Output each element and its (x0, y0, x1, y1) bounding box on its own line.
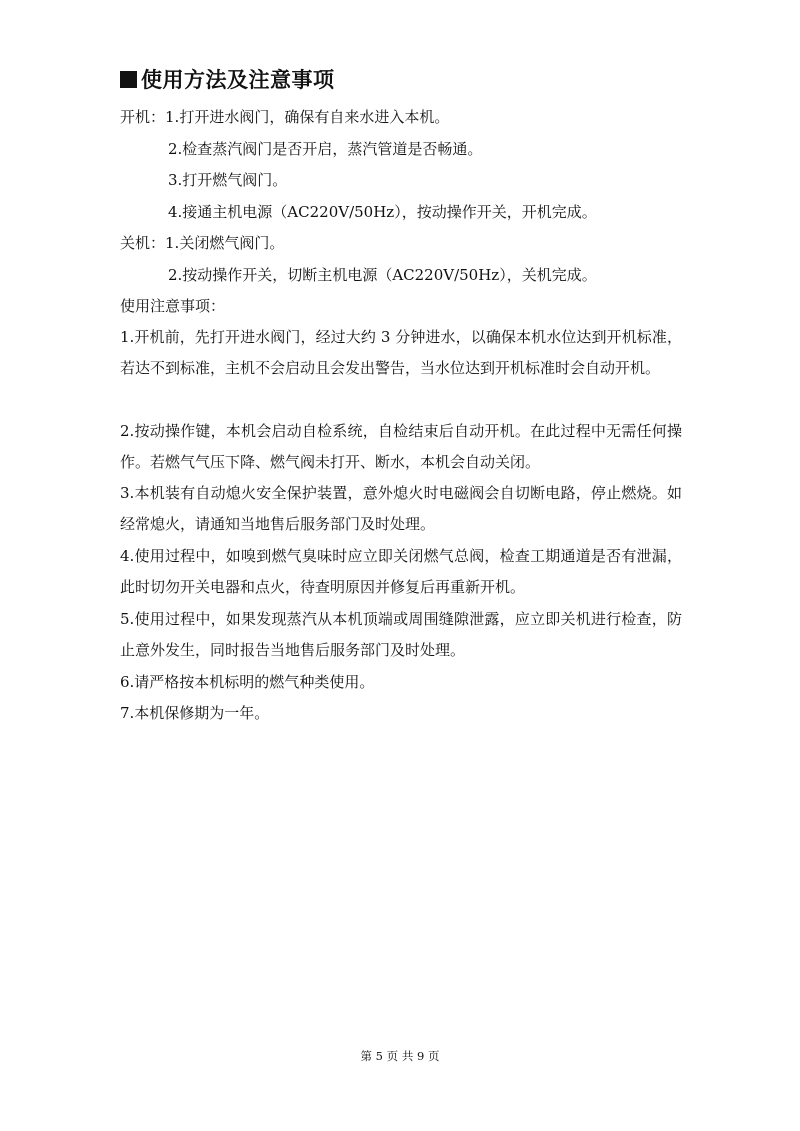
startup-step-4: 4.接通主机电源（AC220V/50Hz），按动操作开关，开机完成。 (168, 203, 597, 221)
note-item-6: 6.请严格按本机标明的燃气种类使用。 (120, 673, 375, 691)
startup-step-2: 2.检查蒸汽阀门是否开启，蒸汽管道是否畅通。 (168, 140, 483, 158)
note-item-5: 5.使用过程中，如果发现蒸汽从本机顶端或周围缝隙泄露，应立即关机进行检查，防止意外发生，同时报告当地售后服务部门及时处理。 (120, 610, 682, 659)
note-item-3: 3.本机装有自动熄火安全保护装置，意外熄火时电磁阀会自切断电路，停止燃烧。如经常熄火，请通知当地售后服务部门及时处理。 (120, 484, 682, 533)
shutdown-step-1: 关机：1.关闭燃气阀门。 (120, 234, 285, 252)
shutdown-label: 关机： (120, 234, 166, 252)
note-item-4: 4.使用过程中，如嗅到燃气臭味时应立即关闭燃气总阀，检查工期通道是否有泄漏，此时切勿开关电器和点火，待查明原因并修复后再重新开机。 (120, 547, 682, 596)
square-bullet-icon (120, 71, 137, 88)
notes-title: 使用注意事项： (120, 297, 226, 315)
note-item-7: 7.本机保修期为一年。 (120, 704, 270, 722)
startup-step-1: 开机：1.打开进水阀门，确保有自来水进入本机。 (120, 108, 450, 126)
startup-step-3: 3.打开燃气阀门。 (168, 171, 288, 189)
section-heading (120, 64, 335, 94)
startup-label: 开机： (120, 108, 166, 126)
page-number-footer: 第 5 页 共 9 页 (360, 1049, 440, 1063)
note-item-1: 1.开机前，先打开进水阀门，经过大约 3 分钟进水，以确保本机水位达到开机标准，若达不到标准，主机不会启动且会发出警告，当水位达到开机标准时会自动开机。 (120, 328, 682, 377)
note-item-2: 2.按动操作键，本机会启动自检系统，自检结束后自动开机。在此过程中无需任何操作。若燃气气压下降、燃气阀未打开、断水，本机会自动关闭。 (120, 422, 682, 471)
section-title: 使用方法及注意事项 (141, 68, 335, 92)
shutdown-step-2: 2.按动操作开关，切断主机电源（AC220V/50Hz），关机完成。 (168, 266, 597, 284)
